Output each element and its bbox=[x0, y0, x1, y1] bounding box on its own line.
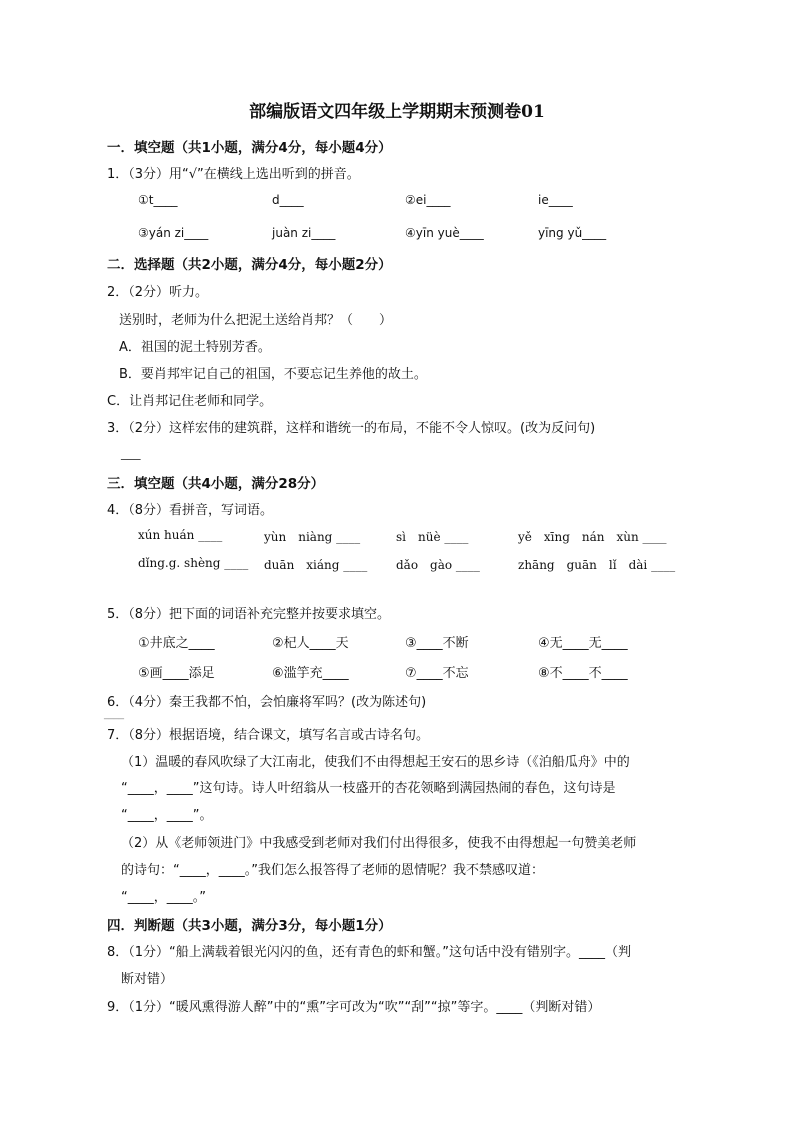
q7-part1-line: “____，____”。 bbox=[121, 808, 213, 823]
question-3-stem: 3．（2分）这样宏伟的建筑群，这样和谐统一的布局，不能不令人惊叹。(改为反问句) bbox=[107, 421, 596, 436]
q4-pinyin: xún huán ____ bbox=[138, 528, 223, 542]
q4-pinyin: yě xīng nán xùn ____ bbox=[518, 530, 667, 544]
q1-item: juàn zi____ bbox=[272, 226, 336, 240]
question-6-stem: 6．（4分）秦王我都不怕，会怕廉将军吗？(改为陈述句) bbox=[107, 695, 427, 710]
q5-item: ⑧不____不____ bbox=[538, 666, 628, 681]
q7-part2-line: “____，____。” bbox=[121, 890, 206, 905]
q1-item: yīng yǔ____ bbox=[538, 226, 607, 240]
page-title: 部编版语文四年级上学期期末预测卷01 bbox=[249, 102, 545, 122]
q1-item: d____ bbox=[272, 193, 304, 207]
q4-pinyin: dǎo gào ____ bbox=[396, 558, 480, 572]
q7-part1-line: “____，____”这句诗。诗人叶绍翁从一枝盛开的杏花领略到满园热闹的春色，这句诗是 bbox=[121, 781, 616, 796]
question-7-stem: 7．（8分）根据语境，结合课文，填写名言或古诗名句。 bbox=[107, 728, 430, 743]
q1-item: ie____ bbox=[538, 193, 573, 207]
question-2-sub: 送别时，老师为什么把泥土送给肖邦？（ ） bbox=[119, 313, 393, 328]
q3-answer-blank: ___ bbox=[121, 446, 141, 461]
q4-pinyin: zhāng guān lǐ dài ____ bbox=[518, 558, 676, 572]
q5-item: ③____不断 bbox=[405, 636, 469, 651]
q1-item: ②ei____ bbox=[405, 193, 451, 207]
question-2-stem: 2．（2分）听力。 bbox=[107, 285, 209, 300]
q2-option-b: B．要肖邦牢记自己的祖国，不要忘记生养他的故土。 bbox=[119, 367, 427, 382]
q4-pinyin: duān xiáng ____ bbox=[264, 558, 368, 572]
section-heading-2: 二．选择题（共2小题，满分4分，每小题2分） bbox=[107, 257, 392, 273]
q4-pinyin: yùn niàng ____ bbox=[264, 530, 361, 544]
q5-item: ①井底之____ bbox=[138, 636, 215, 651]
question-4-stem: 4．（8分）看拼音，写词语。 bbox=[107, 503, 274, 518]
q5-item: ④无____无____ bbox=[538, 636, 628, 651]
q7-part1-line: （1）温暖的春风吹绿了大江南北，使我们不由得想起王安石的思乡诗（《泊船瓜舟》中的 bbox=[121, 755, 630, 770]
section-heading-3: 三．填空题（共4小题，满分28分） bbox=[107, 476, 325, 492]
q7-part2-line: （2）从《老师领进门》中我感受到老师对我们付出得很多，使我不由得想起一句赞美老师 bbox=[121, 836, 637, 851]
q1-item: ①t____ bbox=[138, 193, 178, 207]
section-heading-4: 四．判断题（共3小题，满分3分，每小题1分） bbox=[107, 918, 392, 934]
q2-option-a: A．祖国的泥土特别芳香。 bbox=[119, 340, 271, 355]
question-9-line: 9．（1分）“暖风熏得游人醉”中的“熏”字可改为“吹”“刮”“掠”等字。____（判断对错） bbox=[107, 1000, 601, 1015]
q5-item: ⑦____不忘 bbox=[405, 666, 469, 681]
q4-pinyin: dǐng.g. shèng ____ bbox=[138, 556, 249, 570]
q1-item: ④yīn yuè____ bbox=[405, 226, 484, 240]
question-1-stem: 1．（3分）用“√”在横线上选出听到的拼音。 bbox=[107, 167, 360, 182]
q5-item: ⑥滥竽充____ bbox=[272, 666, 349, 681]
q2-option-c: C．让肖邦记住老师和同学。 bbox=[107, 394, 273, 409]
section-heading-1: 一．填空题（共1小题，满分4分，每小题4分） bbox=[107, 140, 392, 156]
question-5-stem: 5．（8分）把下面的词语补充完整并按要求填空。 bbox=[107, 607, 391, 622]
q1-item: ③yán zi____ bbox=[138, 226, 209, 240]
q6-answer-blank: ____ bbox=[104, 709, 124, 720]
question-8-line: 8．（1分）“船上满载着银光闪闪的鱼，还有青色的虾和蟹。”这句话中没有错别字。____（判 bbox=[107, 945, 632, 960]
q5-item: ⑤画____添足 bbox=[138, 666, 215, 681]
q7-part2-line: 的诗句：“____，____。”我们怎么报答得了老师的恩情呢？我不禁感叹道： bbox=[121, 863, 544, 878]
question-8-line: 断对错） bbox=[121, 972, 174, 987]
q4-pinyin: sì nüè ____ bbox=[396, 530, 469, 544]
q5-item: ②杞人____天 bbox=[272, 636, 349, 651]
